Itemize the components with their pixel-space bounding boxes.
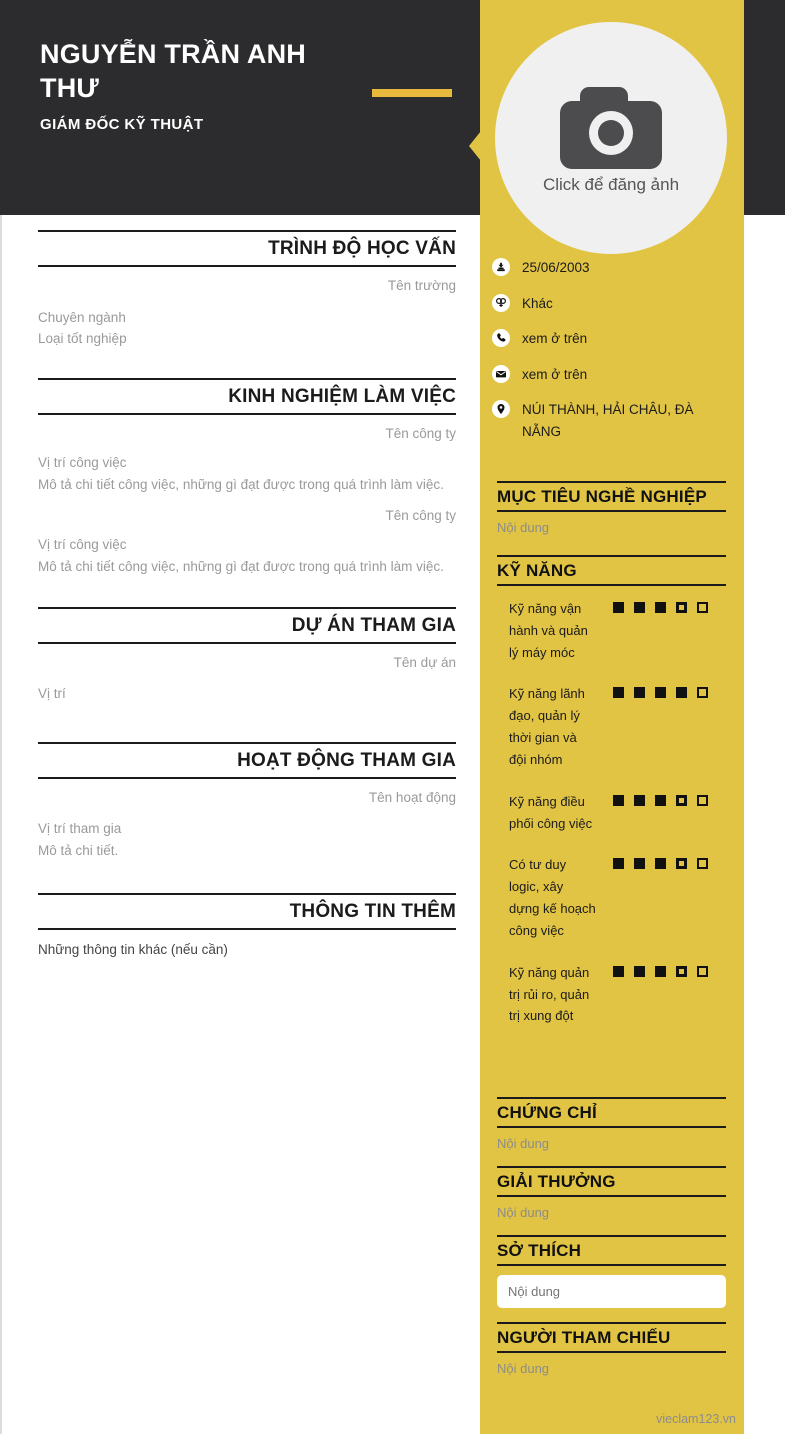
skills-title: KỸ NĂNG [497,561,577,580]
projects-header [38,607,456,644]
experience-header [38,378,456,415]
references-placeholder[interactable]: Nội dung [497,1361,550,1376]
skill-level-square-empty[interactable] [697,602,708,613]
experience-company[interactable]: Tên công ty [385,507,456,523]
skill-level-square-full[interactable] [613,602,624,613]
skill-level-square-full[interactable] [676,687,687,698]
section-skills [497,555,726,1027]
skill-level-squares[interactable] [597,683,718,705]
awards-title: GIẢI THƯỞNG [497,1172,616,1191]
education-header [38,230,456,267]
section-education [38,230,456,378]
references-header [497,1322,726,1353]
skill-level-square-full[interactable] [655,858,666,869]
activity-name[interactable]: Tên hoạt động [368,790,456,806]
experience-position[interactable]: Vị trí công việc [38,455,127,471]
skill-level-squares[interactable] [597,791,718,813]
candidate-job-title: GIÁM ĐỐC KỸ THUẬT [40,115,204,133]
skill-row[interactable] [497,962,726,1027]
skill-level-square-half[interactable] [676,858,687,869]
skill-name: Kỹ năng điều phối công việc [509,793,593,831]
contact-row-gender[interactable] [492,293,736,315]
contact-value-phone: xem ở trên [522,331,588,347]
career-objective-header [497,481,726,512]
skill-level-square-full[interactable] [655,602,666,613]
section-hobbies [497,1235,726,1308]
section-projects [38,607,456,742]
additional-info-content[interactable]: Những thông tin khác (nếu cần) [38,942,228,958]
contact-value-email: xem ở trên [522,366,588,382]
footer-watermark: vieclam123.vn [656,1412,736,1426]
accent-bar [372,89,452,97]
awards-header [497,1166,726,1197]
education-school[interactable]: Tên trường [387,278,456,293]
experience-description[interactable]: Mô tả chi tiết công việc, những gì đạt được trong quá trình làm việc. [38,476,444,492]
avatar-upload-label: Click để đăng ảnh [542,175,680,194]
section-additional-info [38,893,456,977]
skill-level-square-empty[interactable] [697,687,708,698]
education-degree[interactable]: Loại tốt nghiệp [38,331,127,347]
education-major[interactable]: Chuyên ngành [38,309,126,325]
main-content-column [38,230,456,977]
skill-name: Kỹ năng lãnh đạo, quản lý thời gian và đội nhóm [509,686,585,767]
section-experience [38,378,456,608]
skill-row[interactable] [497,791,726,835]
experience-entry [38,506,456,578]
header-banner [0,0,480,215]
activity-description[interactable]: Mô tả chi tiết. [38,842,119,858]
section-references [497,1322,726,1376]
additional-info-title: THÔNG TIN THÊM [289,901,456,923]
skill-level-square-half[interactable] [676,602,687,613]
contact-value-birthday: 25/06/2003 [522,260,590,275]
skill-name: Kỹ năng quản trị rủi ro, quản trị xung đột [509,964,590,1024]
skills-header [497,555,726,586]
skill-level-square-full[interactable] [634,602,645,613]
skill-name: Có tư duy logic, xây dựng kế hoạch công việc [509,857,596,938]
experience-entry [38,424,456,496]
hobbies-title: SỞ THÍCH [497,1241,582,1260]
contact-row-birthday[interactable] [492,257,736,279]
additional-info-header [38,893,456,930]
skill-level-square-full[interactable] [634,795,645,806]
birthday-icon [492,258,510,276]
gender-icon [492,294,510,312]
contact-value-location: NÚI THÀNH, HẢI CHÂU, ĐÀ NẴNG [522,402,694,439]
hobbies-header [497,1235,726,1266]
certificates-placeholder[interactable]: Nội dung [497,1136,550,1151]
skill-level-square-full[interactable] [655,687,666,698]
skill-level-square-full[interactable] [613,858,624,869]
experience-description[interactable]: Mô tả chi tiết công việc, những gì đạt được trong quá trình làm việc. [38,558,444,574]
additional-info-body [38,930,456,977]
section-certificates [497,1097,726,1151]
skill-level-square-full[interactable] [634,687,645,698]
header-right-strip [744,0,785,215]
skill-level-squares[interactable] [597,854,718,876]
projects-body [38,644,456,742]
contact-row-email[interactable] [492,364,736,386]
project-name[interactable]: Tên dự án [393,655,456,671]
skill-level-square-full[interactable] [613,687,624,698]
skill-level-square-half[interactable] [676,795,687,806]
skill-level-square-full[interactable] [613,795,624,806]
experience-body [38,415,456,608]
section-career-objective [497,481,726,535]
skill-level-square-empty[interactable] [697,966,708,977]
skill-row[interactable] [497,854,726,941]
education-title: TRÌNH ĐỘ HỌC VẤN [268,238,456,259]
phone-icon [492,329,510,347]
skill-level-square-full[interactable] [634,966,645,977]
skill-level-square-full[interactable] [613,966,624,977]
section-awards [497,1166,726,1220]
activities-title: HOẠT ĐỘNG THAM GIA [237,750,456,772]
career-objective-placeholder[interactable]: Nội dung [497,520,550,535]
location-icon [492,400,510,418]
skill-name: Kỹ năng vận hành và quản lý máy móc [509,601,588,660]
experience-company[interactable]: Tên công ty [385,425,456,441]
projects-title: DỰ ÁN THAM GIA [291,615,456,637]
skill-level-square-empty[interactable] [697,858,708,869]
section-activities [38,742,456,893]
awards-placeholder[interactable]: Nội dung [497,1205,550,1220]
skills-list [497,586,726,1027]
hobbies-input[interactable] [497,1275,726,1308]
skill-level-square-empty[interactable] [697,795,708,806]
skill-level-square-full[interactable] [634,858,645,869]
skill-level-square-full[interactable] [655,795,666,806]
skill-level-squares[interactable] [597,962,718,984]
education-body [38,267,456,378]
camera-icon [549,81,673,169]
contact-list [492,257,736,457]
skill-row[interactable] [497,598,726,663]
contact-row-phone[interactable] [492,328,736,350]
activities-header [38,742,456,779]
certificates-header [497,1097,726,1128]
skill-row[interactable] [497,683,726,770]
experience-title: KINH NGHIỆM LÀM VIỆC [228,385,456,407]
experience-position[interactable]: Vị trí công việc [38,537,127,553]
activity-position[interactable]: Vị trí tham gia [38,820,122,836]
email-icon [492,365,510,383]
activities-body [38,779,456,893]
avatar-upload-button[interactable] [495,22,727,254]
project-position[interactable]: Vị trí [38,685,66,701]
skill-level-square-full[interactable] [655,966,666,977]
career-objective-title: MỤC TIÊU NGHỀ NGHIỆP [497,487,707,506]
header-text-block [40,38,370,133]
certificates-title: CHỨNG CHỈ [497,1103,597,1122]
references-title: NGƯỜI THAM CHIẾU [497,1328,671,1347]
skill-level-square-half[interactable] [676,966,687,977]
candidate-name: NGUYỄN TRẦN ANH THƯ [40,39,306,103]
contact-value-gender: Khác [522,295,553,311]
contact-row-location[interactable] [492,399,736,442]
skill-level-squares[interactable] [597,598,718,620]
header-notch-icon [469,131,481,161]
